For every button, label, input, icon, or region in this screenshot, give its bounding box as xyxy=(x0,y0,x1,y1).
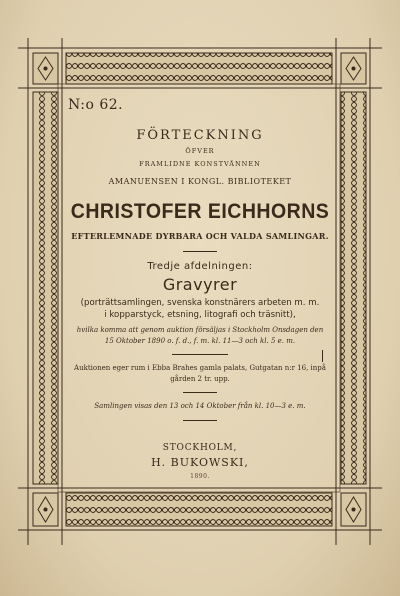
catalog-number: N:o 62. xyxy=(68,97,124,113)
section-label: Tredje afdelningen: xyxy=(147,261,253,272)
divider-rule xyxy=(183,251,217,252)
sale-text-line-2: 15 Oktober 1890 o. f. d., f. m. kl. 11—3 och kl. 5 e. m. xyxy=(104,337,296,345)
heading: FÖRTECKNING xyxy=(136,128,264,143)
imprint-year: 1890. xyxy=(190,473,210,480)
divider-rule xyxy=(172,354,228,355)
line-framlidne: FRAMLIDNE KONSTVÄNNEN xyxy=(139,160,261,168)
divider-rule xyxy=(183,420,217,421)
viewing-text: Samlingen visas den 13 och 14 Oktober från kl. 10—3 e. m. xyxy=(94,402,306,410)
venue-text-line-2: gården 2 tr. upp. xyxy=(170,375,230,383)
line-amanuensen: AMANUENSEN I KONGL. BIBLIOTEKET xyxy=(108,177,292,186)
imprint-publisher: H. BUKOWSKI, xyxy=(151,456,249,469)
section-description-line-2: i kopparstyck, etsning, litografi och träsnitt), xyxy=(104,310,296,320)
corner-ornament-icon xyxy=(44,67,48,71)
collector-subtitle: EFTERLEMNADE DYRBARA OCH VALDA SAMLINGAR. xyxy=(71,231,329,241)
venue-text-line-1: Auktionen eger rum i Ebba Brahes gamla palats, Gutgatan n:r 16, inpå xyxy=(74,364,326,372)
divider-rule xyxy=(183,392,217,393)
section-description-line-1: (porträttsamlingen, svenska konstnärers arbeten m. m. xyxy=(80,298,320,308)
collector-name: CHRISTOFER EICHHORNS xyxy=(70,200,330,223)
sale-text-line-1: hvilka komma att genom auktion försäljas i Stockholm Onsdagen den xyxy=(76,326,324,334)
line-ofver: ÖFVER xyxy=(185,147,215,155)
margin-mark xyxy=(322,350,323,362)
imprint-city: STOCKHOLM, xyxy=(162,443,238,453)
section-title: Gravyrer xyxy=(162,275,238,294)
